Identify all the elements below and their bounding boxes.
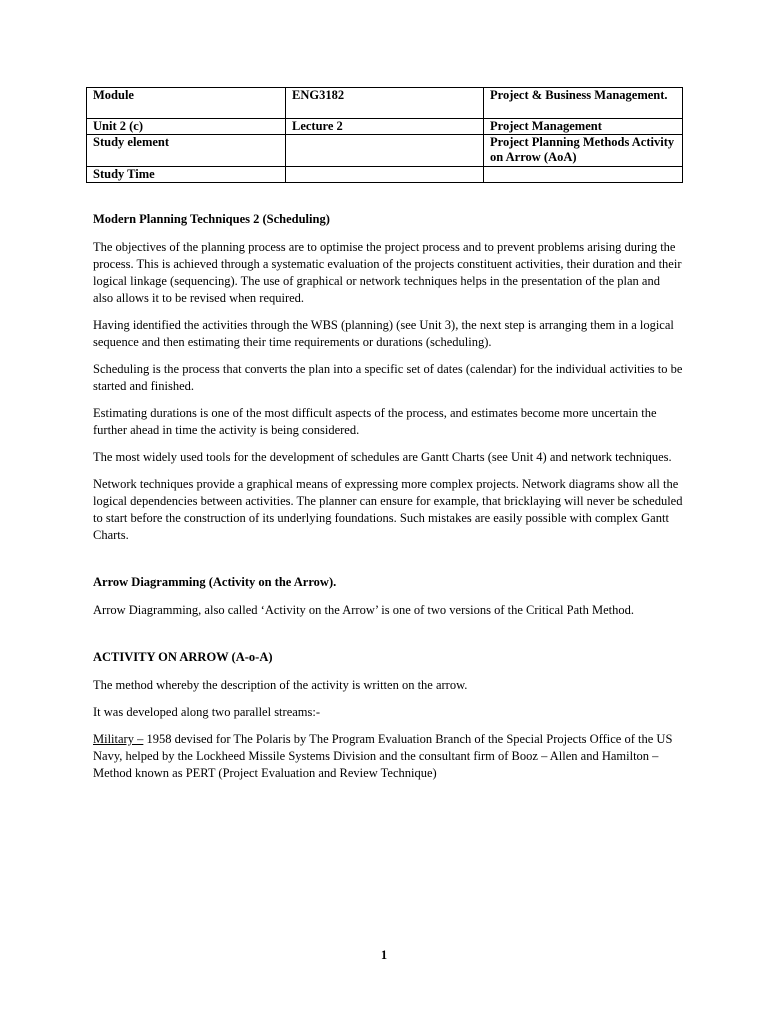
module-info-table bbox=[86, 87, 683, 183]
paragraph: The most widely used tools for the development of schedules are Gantt Charts (see Unit 4) and network techniques. bbox=[93, 450, 672, 464]
paragraph: The objectives of the planning process are to optimise the project process and to prevent problems arising during the process. This is achieved through a systematic evaluation of the projects constituent activities, their duration and their logical linkage (sequencing). The use of graphical or network techniques helps in the presentation of the plan and also allows it to be revised when required. bbox=[93, 240, 682, 305]
table-cell: Project Management bbox=[484, 119, 683, 135]
paragraph: The method whereby the description of the activity is written on the arrow. bbox=[93, 678, 468, 692]
section-heading-activity-on-arrow: ACTIVITY ON ARROW (A-o-A) bbox=[93, 650, 273, 664]
military-text: 1958 devised for The Polaris by The Program Evaluation Branch of the Special Projects Office of the US Navy, helped by the Lockheed Missile Systems Division and the consultant firm of Booz – Allen and Hamilton – Method known as PERT (Project Evaluation and Review Technique) bbox=[93, 732, 673, 780]
paragraph: It was developed along two parallel streams:- bbox=[93, 705, 321, 719]
table-row bbox=[87, 135, 683, 167]
paragraph: Network techniques provide a graphical means of expressing more complex projects. Network diagrams show all the logical dependencies between activities. The planner can ensure for example, that bricklaying will never be scheduled to start before the construction of its underlying foundations. Such mistakes are easily possible with complex Gantt Charts. bbox=[93, 477, 683, 542]
table-row bbox=[87, 119, 683, 135]
table-row bbox=[87, 167, 683, 183]
military-label: Military – bbox=[93, 732, 144, 746]
table-cell: Project Planning Methods Activity on Arrow (AoA) bbox=[484, 135, 683, 167]
table-cell bbox=[286, 167, 484, 183]
spacer bbox=[93, 629, 683, 649]
table-cell: Study element bbox=[87, 135, 286, 167]
table-cell: ENG3182 bbox=[286, 88, 484, 119]
paragraph: Scheduling is the process that converts the plan into a specific set of dates (calendar) for the individual activities to be started and finished. bbox=[93, 362, 683, 393]
table-cell: Lecture 2 bbox=[286, 119, 484, 135]
table-cell bbox=[286, 135, 484, 167]
paragraph: Arrow Diagramming, also called ‘Activity on the Arrow’ is one of two versions of the Critical Path Method. bbox=[93, 603, 634, 617]
section-heading-scheduling: Modern Planning Techniques 2 (Scheduling) bbox=[93, 212, 330, 226]
paragraph-military bbox=[93, 731, 683, 782]
table-row bbox=[87, 88, 683, 119]
paragraph: Having identified the activities through the WBS (planning) (see Unit 3), the next step is arranging them in a logical sequence and then estimating their time requirements or durations (scheduling). bbox=[93, 318, 674, 349]
table-cell: Unit 2 (c) bbox=[87, 119, 286, 135]
paragraph: Estimating durations is one of the most difficult aspects of the process, and estimates become more uncertain the further ahead in time the activity is being considered. bbox=[93, 406, 657, 437]
table-cell: Module bbox=[87, 88, 286, 119]
table-cell: Project & Business Management. bbox=[484, 88, 683, 119]
page-number: 1 bbox=[380, 948, 388, 962]
table-cell: Study Time bbox=[87, 167, 286, 183]
table-cell bbox=[484, 167, 683, 183]
document-body bbox=[93, 211, 683, 792]
section-heading-arrow-diagramming: Arrow Diagramming (Activity on the Arrow). bbox=[93, 575, 337, 589]
spacer bbox=[93, 554, 683, 574]
